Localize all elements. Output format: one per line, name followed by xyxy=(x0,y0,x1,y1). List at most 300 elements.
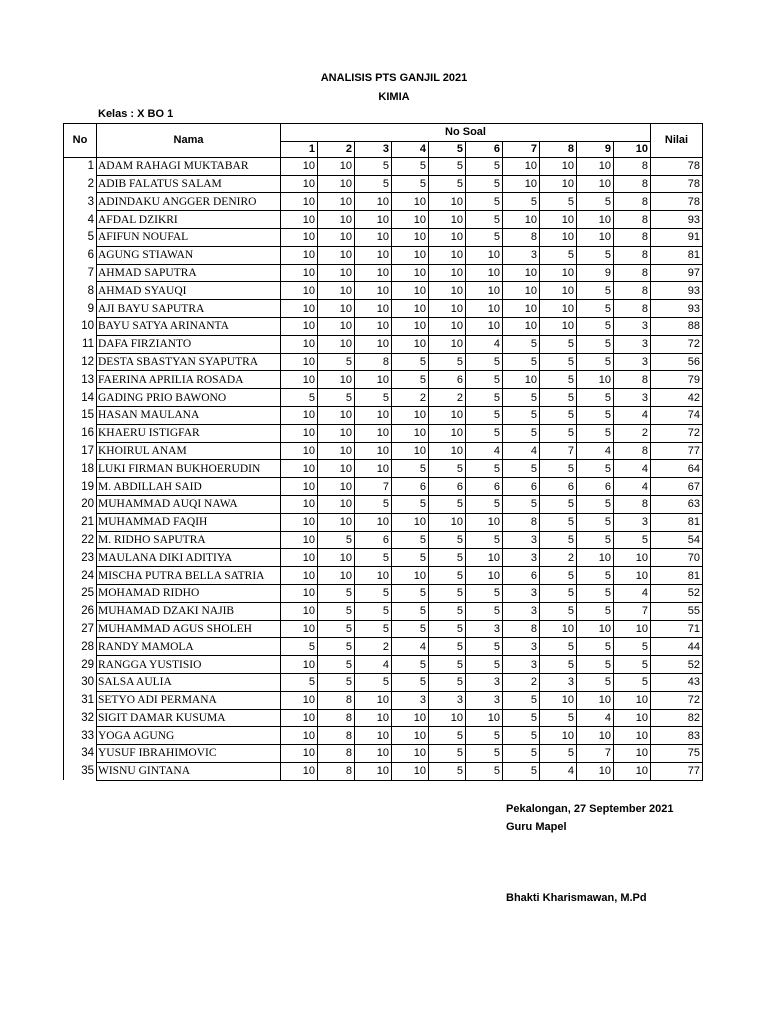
student-name: AGUNG STIAWAN xyxy=(97,246,281,264)
question-score: 5 xyxy=(318,584,355,602)
question-score: 10 xyxy=(281,157,318,175)
question-score: 5 xyxy=(429,745,466,763)
question-score: 10 xyxy=(614,567,651,585)
question-score: 10 xyxy=(503,300,540,318)
student-name: HASAN MAULANA xyxy=(97,406,281,424)
question-score: 5 xyxy=(540,567,577,585)
table-row xyxy=(64,282,703,300)
question-score: 2 xyxy=(503,673,540,691)
question-score: 10 xyxy=(392,709,429,727)
table-row xyxy=(64,549,703,567)
student-name: DESTA SBASTYAN SYAPUTRA xyxy=(97,353,281,371)
question-score: 10 xyxy=(466,513,503,531)
question-score: 5 xyxy=(540,424,577,442)
question-score: 10 xyxy=(281,317,318,335)
question-score: 8 xyxy=(614,442,651,460)
question-score: 5 xyxy=(466,495,503,513)
question-score: 10 xyxy=(281,460,318,478)
question-score: 5 xyxy=(466,371,503,389)
question-score: 10 xyxy=(318,460,355,478)
question-score: 10 xyxy=(392,317,429,335)
row-number: 19 xyxy=(64,478,97,496)
question-score: 10 xyxy=(355,317,392,335)
student-name: AJI BAYU SAPUTRA xyxy=(97,300,281,318)
header-no: No xyxy=(64,124,97,158)
final-score: 71 xyxy=(651,620,703,638)
student-name: M. ABDILLAH SAID xyxy=(97,478,281,496)
student-name: AHMAD SYAUQI xyxy=(97,282,281,300)
table-row xyxy=(64,300,703,318)
table-row xyxy=(64,442,703,460)
question-score: 5 xyxy=(577,513,614,531)
question-score: 5 xyxy=(355,584,392,602)
question-score: 5 xyxy=(466,584,503,602)
row-number: 35 xyxy=(64,762,97,780)
row-number: 34 xyxy=(64,745,97,763)
question-score: 5 xyxy=(577,673,614,691)
question-score: 10 xyxy=(466,317,503,335)
question-score: 4 xyxy=(577,709,614,727)
question-score: 5 xyxy=(503,691,540,709)
question-score: 10 xyxy=(466,567,503,585)
question-score: 10 xyxy=(355,691,392,709)
row-number: 1 xyxy=(64,157,97,175)
row-number: 23 xyxy=(64,549,97,567)
question-score: 10 xyxy=(577,371,614,389)
question-score: 10 xyxy=(577,228,614,246)
header-nama: Nama xyxy=(97,124,281,158)
table-row xyxy=(64,228,703,246)
question-score: 8 xyxy=(318,709,355,727)
question-score: 2 xyxy=(355,638,392,656)
question-score: 8 xyxy=(614,175,651,193)
question-score: 10 xyxy=(540,264,577,282)
table-row xyxy=(64,656,703,674)
row-number: 20 xyxy=(64,495,97,513)
question-score: 5 xyxy=(355,602,392,620)
student-name: LUKI FIRMAN BUKHOERUDIN xyxy=(97,460,281,478)
question-score: 10 xyxy=(577,691,614,709)
question-score: 8 xyxy=(503,513,540,531)
question-score: 5 xyxy=(577,656,614,674)
question-score: 5 xyxy=(355,620,392,638)
final-score: 88 xyxy=(651,317,703,335)
question-score: 5 xyxy=(540,745,577,763)
table-row xyxy=(64,567,703,585)
final-score: 54 xyxy=(651,531,703,549)
question-score: 10 xyxy=(281,531,318,549)
final-score: 78 xyxy=(651,193,703,211)
question-score: 3 xyxy=(503,638,540,656)
question-score: 5 xyxy=(429,495,466,513)
question-score: 10 xyxy=(318,246,355,264)
question-score: 10 xyxy=(318,371,355,389)
question-score: 5 xyxy=(466,175,503,193)
question-score: 10 xyxy=(318,211,355,229)
question-score: 5 xyxy=(577,531,614,549)
question-score: 3 xyxy=(503,656,540,674)
row-number: 33 xyxy=(64,727,97,745)
question-score: 5 xyxy=(540,513,577,531)
table-row xyxy=(64,727,703,745)
question-score: 5 xyxy=(355,495,392,513)
row-number: 4 xyxy=(64,211,97,229)
question-score: 5 xyxy=(614,673,651,691)
question-score: 10 xyxy=(429,282,466,300)
final-score: 77 xyxy=(651,442,703,460)
question-number: 2 xyxy=(318,141,355,157)
question-score: 10 xyxy=(318,513,355,531)
question-score: 10 xyxy=(429,513,466,531)
question-score: 10 xyxy=(318,193,355,211)
question-score: 5 xyxy=(466,638,503,656)
question-score: 8 xyxy=(318,691,355,709)
final-score: 75 xyxy=(651,745,703,763)
question-score: 5 xyxy=(392,620,429,638)
row-number: 21 xyxy=(64,513,97,531)
question-score: 2 xyxy=(429,389,466,407)
question-score: 5 xyxy=(577,406,614,424)
question-score: 3 xyxy=(614,317,651,335)
final-score: 83 xyxy=(651,727,703,745)
question-score: 10 xyxy=(503,211,540,229)
question-score: 4 xyxy=(355,656,392,674)
question-score: 8 xyxy=(503,620,540,638)
question-score: 10 xyxy=(429,317,466,335)
subject-title: KIMIA xyxy=(378,91,410,103)
table-row xyxy=(64,531,703,549)
table-row xyxy=(64,745,703,763)
row-number: 10 xyxy=(64,317,97,335)
row-number: 24 xyxy=(64,567,97,585)
question-score: 5 xyxy=(540,602,577,620)
question-number: 8 xyxy=(540,141,577,157)
question-score: 5 xyxy=(392,584,429,602)
teacher-role: Guru Mapel xyxy=(506,821,567,833)
student-name: AHMAD SAPUTRA xyxy=(97,264,281,282)
final-score: 42 xyxy=(651,389,703,407)
question-score: 5 xyxy=(614,656,651,674)
final-score: 64 xyxy=(651,460,703,478)
student-name: KHOIRUL ANAM xyxy=(97,442,281,460)
question-score: 5 xyxy=(392,175,429,193)
final-score: 78 xyxy=(651,175,703,193)
question-score: 10 xyxy=(503,282,540,300)
student-name: ADINDAKU ANGGER DENIRO xyxy=(97,193,281,211)
final-score: 78 xyxy=(651,157,703,175)
question-score: 5 xyxy=(540,531,577,549)
question-score: 5 xyxy=(392,531,429,549)
question-score: 10 xyxy=(577,762,614,780)
question-score: 5 xyxy=(318,531,355,549)
question-score: 5 xyxy=(318,602,355,620)
question-score: 7 xyxy=(540,442,577,460)
question-score: 5 xyxy=(577,567,614,585)
student-name: ADAM RAHAGI MUKTABAR xyxy=(97,157,281,175)
question-score: 5 xyxy=(577,335,614,353)
question-score: 5 xyxy=(577,246,614,264)
question-score: 10 xyxy=(281,371,318,389)
question-score: 10 xyxy=(429,264,466,282)
question-score: 2 xyxy=(614,424,651,442)
question-score: 10 xyxy=(614,762,651,780)
question-score: 10 xyxy=(281,424,318,442)
table-row xyxy=(64,495,703,513)
question-number: 1 xyxy=(281,141,318,157)
question-score: 5 xyxy=(429,762,466,780)
question-score: 10 xyxy=(577,211,614,229)
student-name: YUSUF IBRAHIMOVIC xyxy=(97,745,281,763)
student-name: M. RIDHO SAPUTRA xyxy=(97,531,281,549)
final-score: 81 xyxy=(651,567,703,585)
question-score: 10 xyxy=(577,620,614,638)
row-number: 27 xyxy=(64,620,97,638)
question-score: 10 xyxy=(318,282,355,300)
question-score: 10 xyxy=(577,157,614,175)
question-score: 10 xyxy=(355,460,392,478)
question-score: 10 xyxy=(281,478,318,496)
question-score: 5 xyxy=(577,460,614,478)
question-score: 10 xyxy=(540,211,577,229)
question-score: 5 xyxy=(392,602,429,620)
question-score: 5 xyxy=(281,673,318,691)
question-score: 8 xyxy=(614,193,651,211)
row-number: 30 xyxy=(64,673,97,691)
final-score: 63 xyxy=(651,495,703,513)
question-score: 5 xyxy=(318,673,355,691)
question-score: 5 xyxy=(540,584,577,602)
student-name: SETYO ADI PERMANA xyxy=(97,691,281,709)
question-score: 5 xyxy=(503,495,540,513)
question-score: 5 xyxy=(466,353,503,371)
question-score: 10 xyxy=(429,709,466,727)
final-score: 52 xyxy=(651,584,703,602)
final-score: 91 xyxy=(651,228,703,246)
question-score: 10 xyxy=(614,727,651,745)
question-score: 5 xyxy=(466,727,503,745)
question-score: 10 xyxy=(281,513,318,531)
question-score: 5 xyxy=(466,193,503,211)
question-score: 8 xyxy=(614,300,651,318)
question-score: 4 xyxy=(466,442,503,460)
question-score: 5 xyxy=(392,495,429,513)
final-score: 93 xyxy=(651,211,703,229)
question-score: 10 xyxy=(318,478,355,496)
question-score: 5 xyxy=(466,602,503,620)
question-score: 10 xyxy=(429,335,466,353)
question-score: 5 xyxy=(392,673,429,691)
question-score: 10 xyxy=(355,406,392,424)
row-number: 15 xyxy=(64,406,97,424)
table-row xyxy=(64,460,703,478)
row-number: 13 xyxy=(64,371,97,389)
question-score: 3 xyxy=(392,691,429,709)
student-name: MUHAMAD DZAKI NAJIB xyxy=(97,602,281,620)
question-score: 10 xyxy=(318,442,355,460)
question-score: 10 xyxy=(466,709,503,727)
question-score: 5 xyxy=(318,638,355,656)
question-score: 8 xyxy=(614,264,651,282)
question-score: 10 xyxy=(540,727,577,745)
final-score: 72 xyxy=(651,691,703,709)
question-score: 10 xyxy=(355,371,392,389)
question-score: 4 xyxy=(614,460,651,478)
final-score: 79 xyxy=(651,371,703,389)
question-score: 10 xyxy=(503,371,540,389)
question-score: 10 xyxy=(281,602,318,620)
table-row xyxy=(64,638,703,656)
question-score: 10 xyxy=(355,193,392,211)
question-score: 5 xyxy=(540,335,577,353)
question-score: 5 xyxy=(540,353,577,371)
question-score: 10 xyxy=(281,495,318,513)
question-score: 10 xyxy=(318,228,355,246)
row-number: 22 xyxy=(64,531,97,549)
header-no-soal: No Soal xyxy=(281,124,651,142)
final-score: 43 xyxy=(651,673,703,691)
question-score: 10 xyxy=(503,157,540,175)
question-score: 5 xyxy=(540,638,577,656)
question-score: 5 xyxy=(540,709,577,727)
question-score: 5 xyxy=(577,584,614,602)
question-score: 10 xyxy=(281,762,318,780)
row-number: 9 xyxy=(64,300,97,318)
question-score: 5 xyxy=(577,424,614,442)
question-score: 5 xyxy=(355,673,392,691)
question-score: 10 xyxy=(429,193,466,211)
question-score: 10 xyxy=(281,282,318,300)
question-score: 4 xyxy=(614,406,651,424)
row-number: 18 xyxy=(64,460,97,478)
table-row xyxy=(64,620,703,638)
table-row xyxy=(64,317,703,335)
question-score: 5 xyxy=(540,193,577,211)
question-score: 5 xyxy=(540,406,577,424)
question-score: 3 xyxy=(503,531,540,549)
question-score: 5 xyxy=(429,727,466,745)
question-score: 10 xyxy=(355,211,392,229)
final-score: 93 xyxy=(651,300,703,318)
final-score: 81 xyxy=(651,513,703,531)
question-score: 10 xyxy=(577,727,614,745)
question-score: 10 xyxy=(540,228,577,246)
question-score: 5 xyxy=(503,762,540,780)
question-score: 10 xyxy=(466,264,503,282)
table-row xyxy=(64,673,703,691)
question-score: 10 xyxy=(355,762,392,780)
question-score: 5 xyxy=(503,335,540,353)
question-score: 10 xyxy=(355,246,392,264)
question-score: 8 xyxy=(614,211,651,229)
student-name: RANDY MAMOLA xyxy=(97,638,281,656)
question-score: 3 xyxy=(466,620,503,638)
question-score: 10 xyxy=(429,228,466,246)
final-score: 74 xyxy=(651,406,703,424)
question-score: 10 xyxy=(355,300,392,318)
question-score: 5 xyxy=(540,389,577,407)
row-number: 26 xyxy=(64,602,97,620)
question-score: 10 xyxy=(355,228,392,246)
question-score: 2 xyxy=(540,549,577,567)
question-score: 5 xyxy=(540,371,577,389)
question-score: 10 xyxy=(355,709,392,727)
final-score: 44 xyxy=(651,638,703,656)
question-score: 10 xyxy=(577,549,614,567)
question-score: 5 xyxy=(503,460,540,478)
question-score: 10 xyxy=(355,335,392,353)
student-name: MUHAMMAD AGUS SHOLEH xyxy=(97,620,281,638)
question-score: 10 xyxy=(540,157,577,175)
question-score: 5 xyxy=(392,656,429,674)
question-score: 8 xyxy=(614,495,651,513)
question-score: 7 xyxy=(355,478,392,496)
final-score: 81 xyxy=(651,246,703,264)
question-score: 4 xyxy=(540,762,577,780)
question-score: 8 xyxy=(614,157,651,175)
question-score: 5 xyxy=(540,495,577,513)
row-number: 29 xyxy=(64,656,97,674)
question-score: 3 xyxy=(503,246,540,264)
question-score: 5 xyxy=(466,656,503,674)
table-row xyxy=(64,478,703,496)
question-score: 10 xyxy=(318,300,355,318)
question-score: 10 xyxy=(614,709,651,727)
table-row xyxy=(64,335,703,353)
question-score: 5 xyxy=(429,353,466,371)
table-row xyxy=(64,513,703,531)
question-score: 5 xyxy=(466,211,503,229)
final-score: 52 xyxy=(651,656,703,674)
question-score: 10 xyxy=(429,406,466,424)
question-score: 5 xyxy=(318,389,355,407)
question-score: 10 xyxy=(355,745,392,763)
row-number: 8 xyxy=(64,282,97,300)
question-score: 10 xyxy=(392,282,429,300)
question-score: 8 xyxy=(503,228,540,246)
row-number: 14 xyxy=(64,389,97,407)
student-name: MUHAMMAD AUQI NAWA xyxy=(97,495,281,513)
question-score: 5 xyxy=(429,175,466,193)
question-score: 5 xyxy=(503,353,540,371)
student-name: MAULANA DIKI ADITIYA xyxy=(97,549,281,567)
question-score: 5 xyxy=(392,371,429,389)
question-score: 10 xyxy=(392,211,429,229)
student-name: YOGA AGUNG xyxy=(97,727,281,745)
question-score: 3 xyxy=(614,353,651,371)
question-number: 6 xyxy=(466,141,503,157)
question-score: 5 xyxy=(503,406,540,424)
final-score: 70 xyxy=(651,549,703,567)
question-score: 6 xyxy=(355,531,392,549)
question-score: 10 xyxy=(466,300,503,318)
question-score: 5 xyxy=(318,353,355,371)
question-score: 3 xyxy=(503,549,540,567)
question-score: 3 xyxy=(614,335,651,353)
final-score: 56 xyxy=(651,353,703,371)
table-row xyxy=(64,424,703,442)
question-score: 10 xyxy=(318,317,355,335)
question-number: 5 xyxy=(429,141,466,157)
table-row xyxy=(64,584,703,602)
table-row xyxy=(64,211,703,229)
question-score: 10 xyxy=(281,442,318,460)
question-score: 10 xyxy=(466,246,503,264)
question-score: 8 xyxy=(318,762,355,780)
question-score: 5 xyxy=(429,620,466,638)
question-score: 8 xyxy=(318,745,355,763)
question-score: 5 xyxy=(429,656,466,674)
question-score: 10 xyxy=(392,442,429,460)
